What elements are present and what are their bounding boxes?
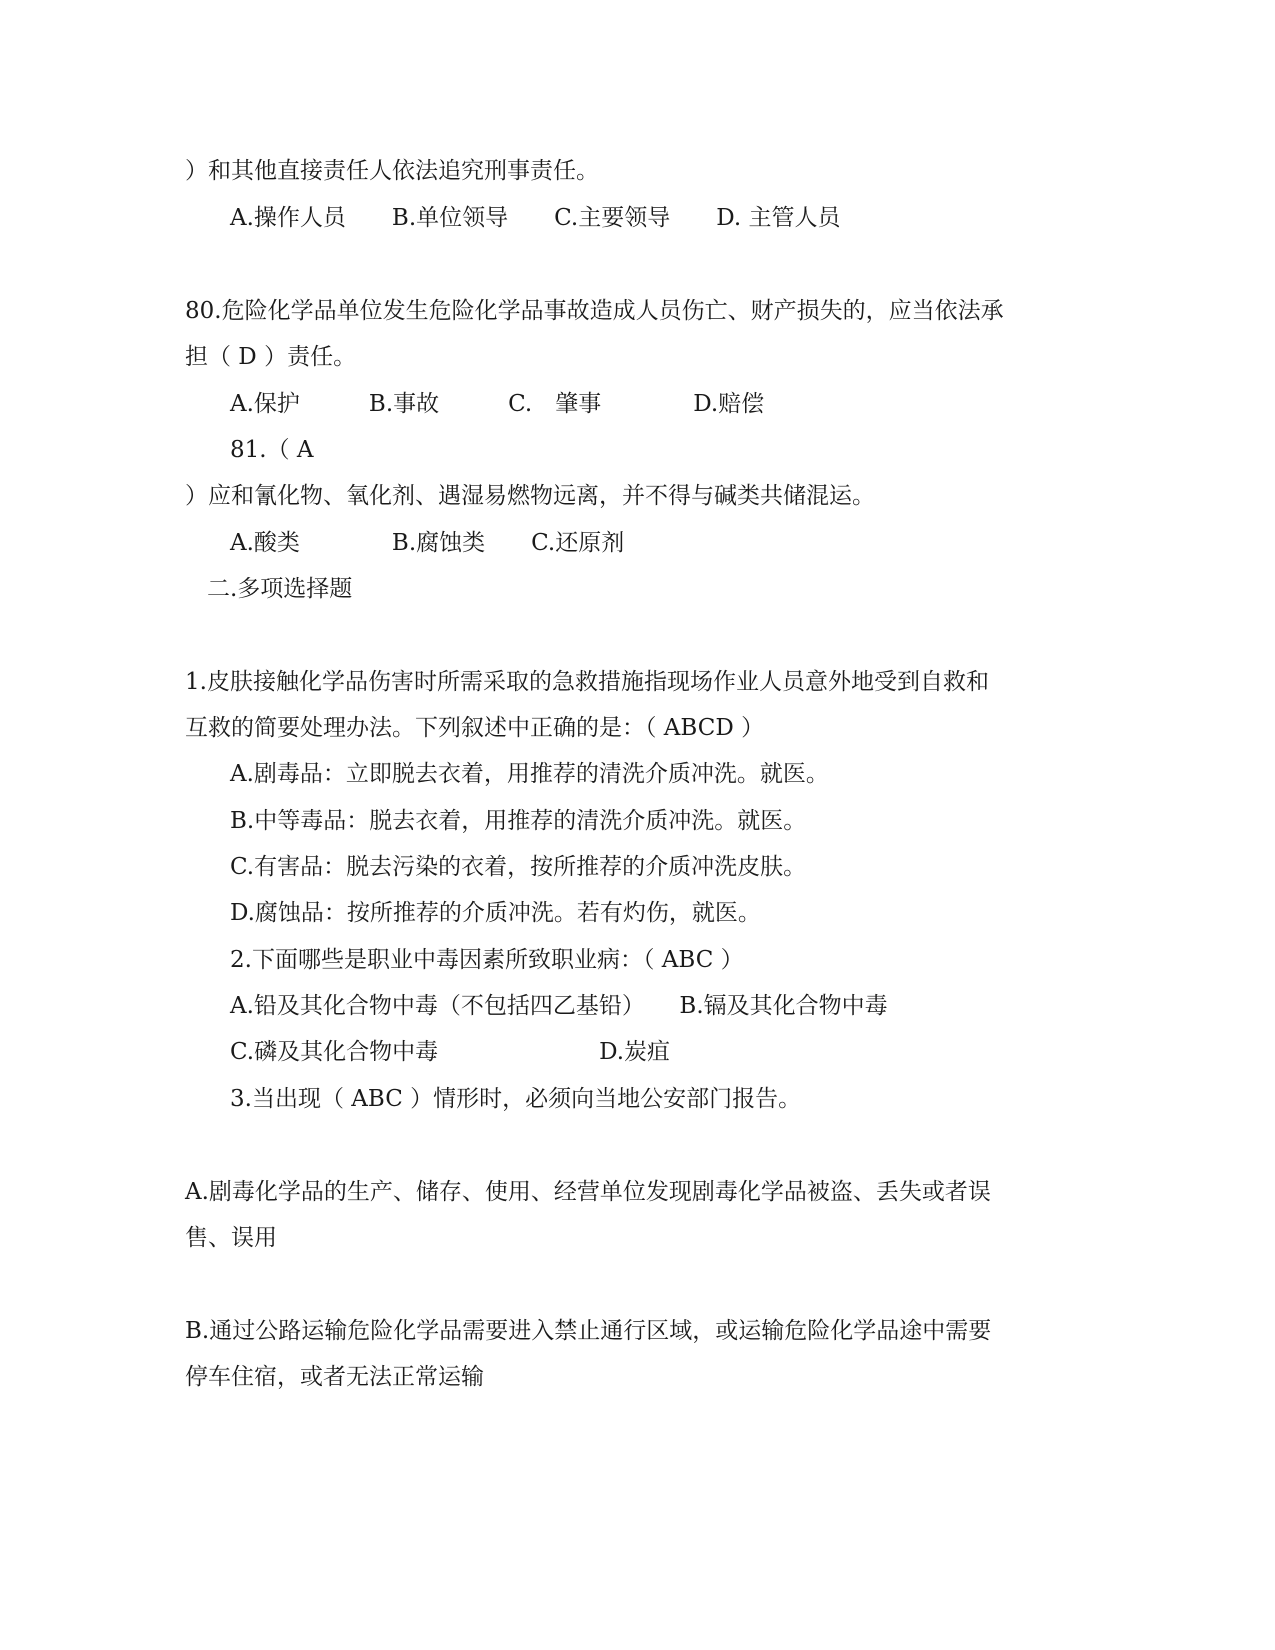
q79-options: A.操作人员 B.单位领导 C.主要领导 D. 主管人员 [230, 205, 841, 231]
q81-options: A.酸类 B.腐蚀类 C.还原剂 [230, 530, 625, 556]
q81-number: 81.（ A [230, 437, 314, 463]
section-heading-multiple-choice: 二.多项选择题 [207, 576, 353, 602]
mq1-option-c: C.有害品：脱去污染的衣着，按所推荐的介质冲洗皮肤。 [230, 854, 807, 880]
mq3-text: 3.当出现（ ABC ）情形时，必须向当地公安部门报告。 [230, 1086, 802, 1112]
mq2-options-cd: C.磷及其化合物中毒 D.炭疽 [230, 1039, 671, 1065]
mq2-text: 2.下面哪些是职业中毒因素所致职业病：（ ABC ） [230, 947, 744, 973]
mq3-option-a-line2: 售、误用 [185, 1225, 277, 1251]
mq1-text-line1: 1.皮肤接触化学品伤害时所需采取的急救措施指现场作业人员意外地受到自救和 [185, 669, 989, 695]
mq1-option-b: B.中等毒品：脱去衣着，用推荐的清洗介质冲洗。就医。 [230, 808, 807, 834]
mq3-option-a-line1: A.剧毒化学品的生产、储存、使用、经营单位发现剧毒化学品被盗、丢失或者误 [185, 1179, 991, 1205]
q80-options: A.保护 B.事故 C. 肇事 D.赔偿 [230, 391, 765, 417]
q80-text-line2: 担（ D ）责任。 [185, 344, 357, 370]
mq3-option-b-line1: B.通过公路运输危险化学品需要进入禁止通行区域，或运输危险化学品途中需要 [185, 1318, 992, 1344]
mq1-option-d: D.腐蚀品：按所推荐的介质冲洗。若有灼伤，就医。 [230, 900, 761, 926]
mq1-text-line2: 互救的简要处理办法。下列叙述中正确的是：（ ABCD ） [185, 715, 765, 741]
q81-text: ）应和氰化物、氧化剂、遇湿易燃物远离，并不得与碱类共储混运。 [185, 483, 875, 509]
mq2-options-ab: A.铅及其化合物中毒（不包括四乙基铅） B.镉及其化合物中毒 [230, 993, 888, 1019]
q80-text-line1: 80.危险化学品单位发生危险化学品事故造成人员伤亡、财产损失的，应当依法承 [185, 298, 1004, 324]
mq3-option-b-line2: 停车住宿，或者无法正常运输 [185, 1364, 484, 1390]
q79-continuation-text: ）和其他直接责任人依法追究刑事责任。 [185, 158, 599, 184]
mq1-option-a: A.剧毒品：立即脱去衣着，用推荐的清洗介质冲洗。就医。 [230, 761, 829, 787]
